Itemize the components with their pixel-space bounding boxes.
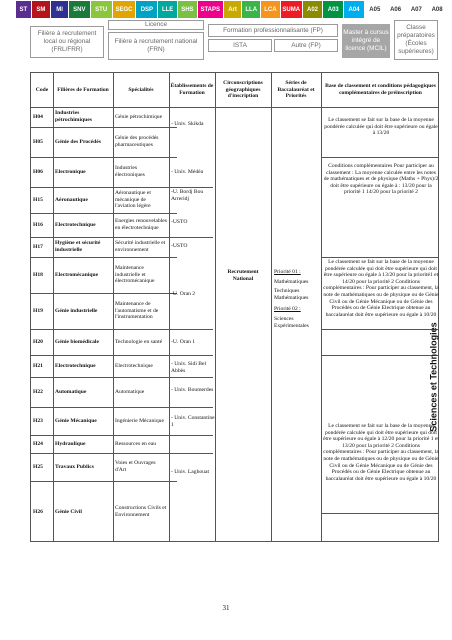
tab-sm[interactable]: SM	[32, 1, 52, 18]
tab-snv[interactable]: SNV	[69, 1, 91, 18]
base-block-2: Conditions complémentaires Pour participer au classement : La moyenne calculée entre les notes de mathématiques et de physique (Maths + Phys)/2 doit être supérieure ou égale à : 13/20 pour la priorité 1 14/20 pour la priorité 2	[323, 163, 439, 196]
row-specialite: Electrotechnique	[115, 362, 153, 369]
legend-filiere-national: Filière à recrutement national (FRN)	[108, 32, 204, 60]
row-filiere: Electronique	[55, 168, 86, 175]
row-filiere: Industries pétrochimiques	[55, 110, 92, 123]
header-base: Base de classement et conditions pédagogiques complémentaires de préinscription	[325, 83, 436, 96]
etab-skikda: - Univ. Skikda	[171, 121, 204, 127]
circonscription: Recrutement National	[227, 269, 259, 282]
row-code: H15	[33, 196, 43, 203]
domain-tab-bar	[16, 1, 448, 18]
tab-mi[interactable]: MI	[51, 1, 69, 18]
side-section-label: Sciences et Technologies	[429, 322, 439, 432]
row-specialite: Aéronautique et mécanique de l'aviation légère	[115, 190, 151, 210]
row-filiere: Electromécanique	[55, 271, 99, 278]
etab-medea: - Univ. Médéa	[171, 169, 204, 175]
row-code: H22	[33, 388, 43, 395]
priority-2-sciences: Sciences Expérimentales	[274, 315, 309, 329]
legend-formation-pro: Formation professionnalisante (FP)	[208, 24, 338, 37]
legend-classe-prep: Classe préparatoires (Écoles supérieures)	[394, 20, 438, 60]
tab-a08[interactable]: A08	[427, 1, 448, 18]
tab-a02[interactable]: A02	[303, 1, 324, 18]
row-code: H21	[33, 362, 43, 369]
legend-ista: ISTA	[208, 39, 272, 52]
row-specialite: Sécurité industrielle et environnement	[115, 240, 166, 253]
header-code: Code	[35, 86, 49, 93]
etab-sba: - Univ. Sidi Bel Abbès	[171, 361, 207, 374]
base-block-4: Le classement se fait sur la base de la moyenne pondérée calculée qui doit être supérieure qui doit être supérieure ou égale à 12/20 pour la priorité 1 et 13/20 pour la priorité 2 Conditions complémentaires : Pour participer au classement, la note de mathématiques ou de physique ou de Génie Civil ou de Génie Mécanique ou de Génie des Procédés ou de Génie Electrique obtenue au baccalauréat doit être supérieure ou égale à 10/20	[323, 423, 439, 482]
row-specialite: Voies et Ouvrages d'Art	[115, 460, 156, 473]
row-filiere: Aéronautique	[55, 196, 88, 203]
tab-lle[interactable]: LLE	[158, 1, 178, 18]
tab-art[interactable]: Art	[224, 1, 243, 18]
tab-staps[interactable]: STAPS	[198, 1, 224, 18]
tab-a07[interactable]: A07	[406, 1, 427, 18]
etab-constantine: - Univ. Constantine 1	[171, 415, 215, 428]
row-filiere: Electrotechnique	[55, 362, 96, 369]
row-code: H05	[33, 138, 43, 145]
priority-1-title: Priorité 01 :	[274, 269, 301, 275]
tab-segc[interactable]: SEGC	[113, 1, 137, 18]
tab-dsp[interactable]: DSP	[136, 1, 158, 18]
row-filiere: Génie Civil	[55, 508, 82, 515]
row-specialite: Constructions Civils et Environnement	[115, 505, 167, 518]
row-filiere: Génie Mécanique	[55, 417, 97, 424]
row-code: H06	[33, 168, 43, 175]
tab-a04[interactable]: A04	[344, 1, 365, 18]
row-code: H19	[33, 307, 43, 314]
row-specialite: Maintenance de l'automatisme et de l'instrumentation	[115, 301, 159, 321]
row-specialite: Industries électroniques	[115, 165, 145, 178]
priority-1-tech-maths: Techniques Mathématiques	[274, 288, 309, 301]
header-circonscriptions: Circonscriptions géographiques d'inscription	[223, 80, 263, 100]
row-specialite: Ressources en eau	[115, 440, 157, 447]
etab-usto-1: -USTO	[171, 219, 188, 225]
row-specialite: Technologie en santé	[115, 338, 163, 345]
base-block-1: Le classement se fait sur la base de la moyenne pondérée calculée qui doit être supérieure ou égale à 13/20	[324, 117, 438, 137]
row-filiere: Génie biomédicale	[55, 338, 99, 345]
etab-oran-1: -U. Oran 1	[171, 339, 196, 345]
row-specialite: Génie des procédés pharmaceutiques	[115, 135, 159, 148]
tab-stu[interactable]: STU	[91, 1, 113, 18]
row-filiere: Génie industrielle	[55, 307, 98, 314]
etab-usto-2: -USTO	[171, 243, 188, 249]
row-filiere: Génie des Procédés	[55, 138, 101, 145]
page-number: 31	[222, 604, 230, 612]
row-filiere: Automatique	[55, 388, 87, 395]
row-specialite: Energies renouvelables en électrotechnique	[115, 218, 167, 231]
priority-2-title: Priorité 02 :	[274, 306, 301, 313]
row-code: H20	[33, 338, 43, 345]
etab-bordj: -U. Bordj Bou Arreridj	[171, 189, 204, 202]
tab-lla[interactable]: LLA	[242, 1, 261, 18]
legend-master: Master à cursus intégré de licence (MCIL)	[342, 24, 390, 58]
row-specialite: Ingénierie Mécanique	[115, 417, 164, 424]
row-specialite: Génie pétrochimique	[115, 113, 163, 120]
row-code: H25	[33, 463, 43, 470]
tab-shs[interactable]: SHS	[178, 1, 198, 18]
tab-suma[interactable]: SUMA	[281, 1, 303, 18]
tab-a06[interactable]: A06	[386, 1, 407, 18]
row-filiere: Electrotechnique	[55, 221, 96, 228]
row-code: H23	[33, 417, 43, 424]
legend-licence: Licence	[108, 20, 204, 30]
header-specialites: Spécialités	[128, 86, 154, 93]
legend	[30, 20, 436, 62]
tab-a05[interactable]: A05	[365, 1, 386, 18]
row-code: H04	[33, 113, 43, 120]
etab-boumerdes: - Univ. Boumerdes	[171, 387, 214, 393]
row-specialite: Automatique	[115, 388, 145, 395]
row-code: H26	[33, 508, 43, 515]
tab-lca[interactable]: LCA	[261, 1, 281, 18]
etab-laghouat: - Univ. Laghouat	[171, 469, 210, 475]
row-code: H24	[33, 440, 43, 447]
row-specialite: Maintenance industrielle et électromécanique	[115, 265, 155, 285]
priority-1-maths: Mathématiques	[274, 278, 309, 285]
etab-oran-2: -U. Oran 2	[171, 291, 196, 297]
header-series: Séries de Baccalauréat et Priorités	[277, 80, 315, 100]
tab-a03[interactable]: A03	[323, 1, 344, 18]
row-code: H17	[33, 243, 43, 250]
row-filiere: Travaux Publics	[55, 463, 94, 470]
tab-st[interactable]: ST	[16, 1, 32, 18]
row-code: H16	[33, 221, 43, 228]
legend-autre: Autre (FP)	[274, 39, 338, 52]
header-etablissements: Établissements de Formation	[170, 83, 214, 96]
legend-filiere-local: Filière à recrutement local ou régional (FRL/FRR)	[30, 26, 104, 58]
orientation-table	[30, 72, 439, 542]
header-filieres: Filières de Formation	[57, 86, 109, 93]
row-filiere: Hygiène et sécurité industrielle	[55, 240, 101, 253]
row-code: H18	[33, 271, 43, 278]
series-block	[274, 269, 320, 329]
base-block-3: Le classement se fait sur la base de la moyenne pondérée calculée qui doit être supérieure qui doit être supérieure ou égale à 13/20 pour la priorité1 et 14/20 pour la priorité 2 Conditions complémentaires : Pour participer au classement, la note de mathématiques ou de physique ou de Génie Civil ou de Génie Mécanique ou de Génie des Procédés ou de Génie Electrique obtenue au baccalauréat doit être supérieure ou égale à 10/20	[323, 259, 439, 318]
row-filiere: Hydraulique	[55, 440, 86, 447]
